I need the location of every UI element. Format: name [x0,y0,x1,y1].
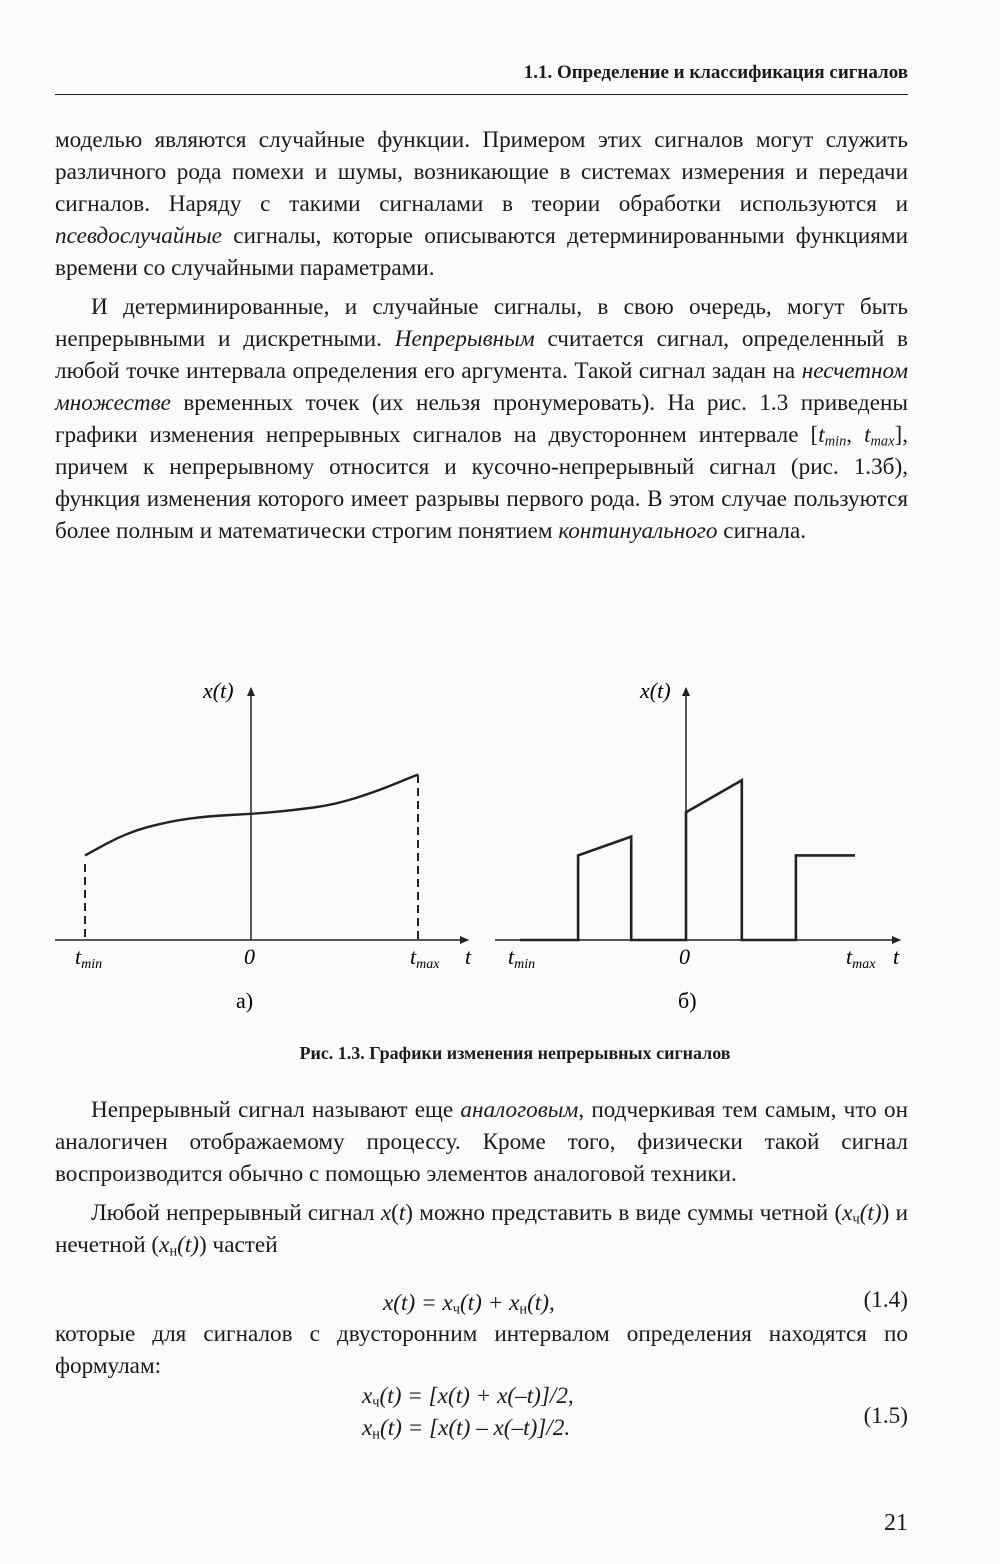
panel-b-caption: б) [678,988,697,1013]
tmax-label-a: tmax [410,944,440,972]
figure-1-3 [0,668,1000,1043]
panel-a [55,688,468,940]
tmin-label-a: tmin [75,944,103,972]
equation-number-1-5: (1.5) [863,1403,908,1429]
equation-1-5-line-2: $x_н(t) = [x(t) - x(-t)]/2$. [362,1415,571,1443]
equation-1-4: $x(t) = x_ч(t) + x_н(t)$, [383,1290,555,1318]
header-rule [55,94,908,95]
body-text-bottom [55,1094,908,1261]
equation-number-1-4: (1.4) [863,1287,908,1313]
paragraph-2: И детерминированные, и случайные сигналы, в свою очередь, могут быть непрерывными и дискретными. Непрерывным считается сигнал, определенный в любой точке интервала определения его аргумента. Такой сигнал задан на несчетном множестве временных точек (их нельзя пронумеровать). На рис. 1.3 приведены графики изменения непрерывных сигналов на двустороннем интервале [$t_{min}$, $t_{max}$], причем к непрерывному относится и кусочно-непрерывный сигнал (рис. 1.3б), функция изменения которого имеет разрывы первого рода. В этом случае пользуются более полным и математически строгим понятием континуального сигнала. [55,294,909,544]
zero-label-a: 0 [244,944,255,969]
panel-a-caption: а) [236,988,254,1013]
running-header: 1.1. Определение и классификация сигналов [523,62,908,83]
xlabel-b: t [893,944,900,969]
page-number: 21 [884,1510,908,1536]
paragraph-4: Любой непрерывный сигнал x(t) можно представить в виде суммы четной $(x_ч(t))$ и нечетной $(x_н(t))$ частей [55,1200,908,1260]
figure-caption: Рис. 1.3. Графики изменения непрерывных сигналов [299,1043,731,1063]
ylabel-a: x(t) [203,678,234,703]
equation-1-5-line-1: $x_ч(t) = [x(t) + x(-t)]/2$, [362,1383,574,1411]
tmin-label-b: tmin [508,944,536,972]
xlabel-a: t [465,944,472,969]
equation-1-5 [362,1380,574,1444]
panel-b [495,688,900,940]
tmax-label-b: tmax [846,944,876,972]
ylabel-b: x(t) [640,678,671,703]
zero-label-b: 0 [679,944,690,969]
body-text-top [55,124,908,547]
paragraph-3: Непрерывный сигнал называют еще аналоговым, подчеркивая тем самым, что он аналогичен отображаемому процессу. Кроме того, физически такой сигнал воспроизводится обычно с помощью элементов аналоговой техники. [55,1097,908,1187]
paragraph-1: моделью являются случайные функции. Примером этих сигналов могут служить различного рода помехи и шумы, возникающие в системах измерения и передачи сигналов. Наряду с такими сигналами в теории обработки используются и псевдослучайные сигналы, которые описываются детерминированными функциями времени со случайными параметрами. [55,127,908,281]
paragraph-5: которые для сигналов с двусторонним интервалом определения находятся по формулам: [55,1321,908,1379]
signal-curve-b [520,780,855,940]
